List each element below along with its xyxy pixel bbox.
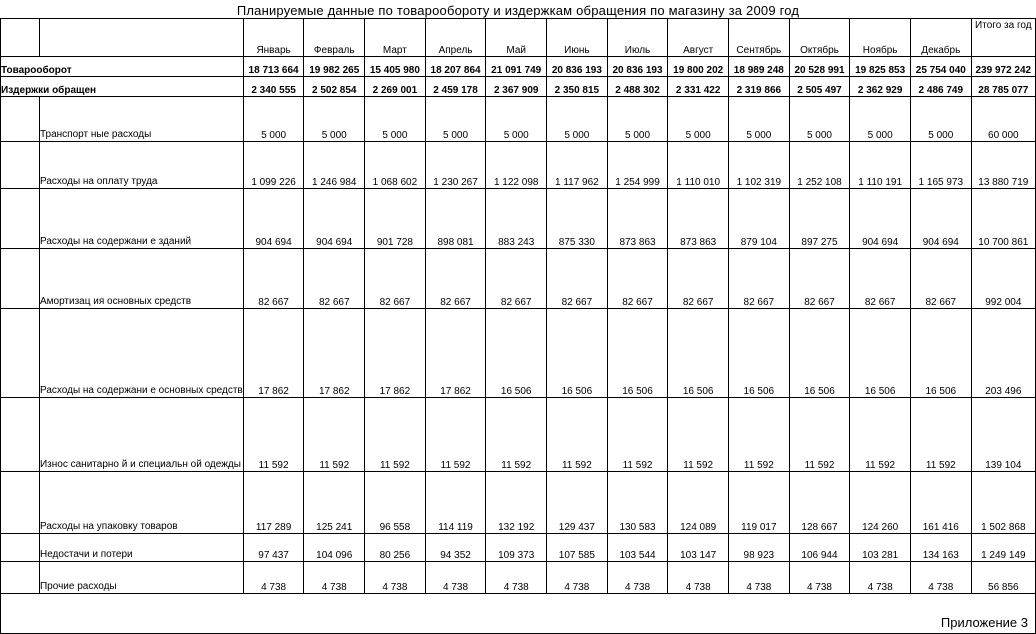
expense-row	[1, 142, 1036, 189]
month-header: Февраль	[304, 19, 365, 57]
costs-row	[1, 77, 1036, 97]
value-cell: 82 667	[304, 249, 365, 309]
value-cell: 134 163	[910, 534, 971, 562]
value-cell: 904 694	[910, 189, 971, 249]
value-cell: 60 000	[971, 97, 1035, 142]
value-cell: 11 592	[850, 398, 911, 472]
value-cell: 98 923	[729, 534, 790, 562]
value-cell: 16 506	[547, 309, 608, 398]
value-cell: 2 505 497	[789, 77, 850, 97]
value-cell: 4 738	[850, 562, 911, 594]
month-header: Март	[365, 19, 426, 57]
value-cell: 80 256	[365, 534, 426, 562]
value-cell: 17 862	[425, 309, 486, 398]
header-row	[1, 19, 1036, 57]
value-cell: 19 982 265	[304, 57, 365, 77]
value-cell: 16 506	[486, 309, 547, 398]
month-header: Июль	[607, 19, 668, 57]
value-cell: 125 241	[304, 472, 365, 534]
empty-cell	[1, 189, 40, 249]
value-cell: 56 856	[971, 562, 1035, 594]
value-cell: 4 738	[304, 562, 365, 594]
expense-row	[1, 562, 1036, 594]
value-cell: 897 275	[789, 189, 850, 249]
expense-row	[1, 398, 1036, 472]
value-cell: 124 089	[668, 472, 729, 534]
value-cell: 904 694	[304, 189, 365, 249]
value-cell: 11 592	[668, 398, 729, 472]
value-cell: 4 738	[365, 562, 426, 594]
value-cell: 4 738	[729, 562, 790, 594]
value-cell: 18 989 248	[729, 57, 790, 77]
month-header: Май	[486, 19, 547, 57]
expense-label: Расходы на содержани е основных средств	[39, 309, 243, 398]
value-cell: 883 243	[486, 189, 547, 249]
value-cell: 21 091 749	[486, 57, 547, 77]
month-header: Апрель	[425, 19, 486, 57]
value-cell: 82 667	[789, 249, 850, 309]
expense-label: Транспорт ные расходы	[39, 97, 243, 142]
value-cell: 898 081	[425, 189, 486, 249]
expense-row	[1, 189, 1036, 249]
value-cell: 873 863	[607, 189, 668, 249]
value-cell: 1 246 984	[304, 142, 365, 189]
value-cell: 5 000	[607, 97, 668, 142]
value-cell: 97 437	[243, 534, 304, 562]
value-cell: 1 165 973	[910, 142, 971, 189]
value-cell: 17 862	[365, 309, 426, 398]
value-cell: 4 738	[607, 562, 668, 594]
value-cell: 82 667	[425, 249, 486, 309]
value-cell: 28 785 077	[971, 77, 1035, 97]
value-cell: 82 667	[486, 249, 547, 309]
value-cell: 2 319 866	[729, 77, 790, 97]
blank-row	[1, 594, 1036, 634]
value-cell: 104 096	[304, 534, 365, 562]
month-header: Октябрь	[789, 19, 850, 57]
value-cell: 5 000	[243, 97, 304, 142]
value-cell: 130 583	[607, 472, 668, 534]
value-cell: 1 122 098	[486, 142, 547, 189]
value-cell: 18 207 864	[425, 57, 486, 77]
value-cell: 19 800 202	[668, 57, 729, 77]
value-cell: 904 694	[850, 189, 911, 249]
value-cell: 17 862	[304, 309, 365, 398]
value-cell: 103 544	[607, 534, 668, 562]
value-cell: 875 330	[547, 189, 608, 249]
value-cell: 2 269 001	[365, 77, 426, 97]
expense-row	[1, 249, 1036, 309]
value-cell: 203 496	[971, 309, 1035, 398]
value-cell: 2 486 749	[910, 77, 971, 97]
value-cell: 1 117 962	[547, 142, 608, 189]
value-cell: 11 592	[547, 398, 608, 472]
value-cell: 4 738	[486, 562, 547, 594]
value-cell: 1 110 191	[850, 142, 911, 189]
value-cell: 5 000	[850, 97, 911, 142]
expense-row	[1, 309, 1036, 398]
value-cell: 96 558	[365, 472, 426, 534]
value-cell: 82 667	[547, 249, 608, 309]
value-cell: 94 352	[425, 534, 486, 562]
value-cell: 239 972 242	[971, 57, 1035, 77]
value-cell: 139 104	[971, 398, 1035, 472]
value-cell: 11 592	[425, 398, 486, 472]
value-cell: 128 667	[789, 472, 850, 534]
row-label: Товарооборот	[1, 57, 244, 77]
value-cell: 1 110 010	[668, 142, 729, 189]
page-title: Планируемые данные по товарообороту и издержкам обращения по магазину за 2009 год	[236, 3, 800, 18]
expense-label: Прочие расходы	[39, 562, 243, 594]
value-cell: 16 506	[789, 309, 850, 398]
value-cell: 1 068 602	[365, 142, 426, 189]
value-cell: 82 667	[607, 249, 668, 309]
blank-cell	[1, 594, 1036, 634]
value-cell: 4 738	[425, 562, 486, 594]
value-cell: 82 667	[668, 249, 729, 309]
value-cell: 5 000	[668, 97, 729, 142]
value-cell: 992 004	[971, 249, 1035, 309]
value-cell: 2 340 555	[243, 77, 304, 97]
expense-row	[1, 534, 1036, 562]
expense-label: Расходы на упаковку товаров	[39, 472, 243, 534]
value-cell: 103 147	[668, 534, 729, 562]
value-cell: 18 713 664	[243, 57, 304, 77]
value-cell: 16 506	[729, 309, 790, 398]
empty-cell	[1, 398, 40, 472]
value-cell: 5 000	[365, 97, 426, 142]
month-header: Август	[668, 19, 729, 57]
value-cell: 11 592	[243, 398, 304, 472]
value-cell: 5 000	[304, 97, 365, 142]
value-cell: 25 754 040	[910, 57, 971, 77]
value-cell: 11 592	[486, 398, 547, 472]
value-cell: 904 694	[243, 189, 304, 249]
value-cell: 20 836 193	[547, 57, 608, 77]
expense-row	[1, 97, 1036, 142]
value-cell: 109 373	[486, 534, 547, 562]
value-cell: 117 289	[243, 472, 304, 534]
empty-cell	[1, 562, 40, 594]
value-cell: 11 592	[910, 398, 971, 472]
value-cell: 119 017	[729, 472, 790, 534]
value-cell: 82 667	[365, 249, 426, 309]
empty-cell	[1, 142, 40, 189]
value-cell: 4 738	[547, 562, 608, 594]
value-cell: 82 667	[910, 249, 971, 309]
value-cell: 2 350 815	[547, 77, 608, 97]
value-cell: 5 000	[425, 97, 486, 142]
value-cell: 2 367 909	[486, 77, 547, 97]
value-cell: 10 700 861	[971, 189, 1035, 249]
value-cell: 82 667	[729, 249, 790, 309]
value-cell: 132 192	[486, 472, 547, 534]
value-cell: 2 502 854	[304, 77, 365, 97]
value-cell: 1 102 319	[729, 142, 790, 189]
value-cell: 1 502 868	[971, 472, 1035, 534]
value-cell: 11 592	[789, 398, 850, 472]
value-cell: 1 230 267	[425, 142, 486, 189]
header-empty-cell	[1, 19, 40, 57]
value-cell: 11 592	[729, 398, 790, 472]
value-cell: 1 249 149	[971, 534, 1035, 562]
empty-cell	[1, 472, 40, 534]
value-cell: 82 667	[243, 249, 304, 309]
value-cell: 5 000	[486, 97, 547, 142]
value-cell: 161 416	[910, 472, 971, 534]
value-cell: 4 738	[910, 562, 971, 594]
month-header: Ноябрь	[850, 19, 911, 57]
value-cell: 15 405 980	[365, 57, 426, 77]
value-cell: 1 252 108	[789, 142, 850, 189]
month-header: Июнь	[547, 19, 608, 57]
empty-cell	[1, 534, 40, 562]
value-cell: 5 000	[547, 97, 608, 142]
value-cell: 20 528 991	[789, 57, 850, 77]
value-cell: 1 254 999	[607, 142, 668, 189]
value-cell: 873 863	[668, 189, 729, 249]
month-header: Сентябрь	[729, 19, 790, 57]
expense-label: Расходы на оплату труда	[39, 142, 243, 189]
value-cell: 879 104	[729, 189, 790, 249]
value-cell: 114 119	[425, 472, 486, 534]
expense-row	[1, 472, 1036, 534]
value-cell: 20 836 193	[607, 57, 668, 77]
value-cell: 5 000	[789, 97, 850, 142]
empty-cell	[1, 309, 40, 398]
empty-cell	[1, 249, 40, 309]
value-cell: 16 506	[850, 309, 911, 398]
value-cell: 2 488 302	[607, 77, 668, 97]
expense-label: Амортизац ия основных средств	[39, 249, 243, 309]
expense-label: Расходы на содержани е зданий	[39, 189, 243, 249]
value-cell: 16 506	[668, 309, 729, 398]
value-cell: 129 437	[547, 472, 608, 534]
value-cell: 103 281	[850, 534, 911, 562]
value-cell: 106 944	[789, 534, 850, 562]
value-cell: 5 000	[729, 97, 790, 142]
value-cell: 901 728	[365, 189, 426, 249]
turnover-row	[1, 57, 1036, 77]
value-cell: 16 506	[910, 309, 971, 398]
value-cell: 4 738	[668, 562, 729, 594]
value-cell: 11 592	[304, 398, 365, 472]
header-empty-cell	[39, 19, 243, 57]
expense-label: Износ санитарно й и специальн ой одежды	[39, 398, 243, 472]
value-cell: 107 585	[547, 534, 608, 562]
month-header: Декабрь	[910, 19, 971, 57]
value-cell: 13 880 719	[971, 142, 1035, 189]
value-cell: 4 738	[243, 562, 304, 594]
empty-cell	[1, 97, 40, 142]
value-cell: 5 000	[910, 97, 971, 142]
value-cell: 2 459 178	[425, 77, 486, 97]
value-cell: 17 862	[243, 309, 304, 398]
value-cell: 19 825 853	[850, 57, 911, 77]
data-table	[0, 18, 1036, 634]
value-cell: 2 331 422	[668, 77, 729, 97]
value-cell: 82 667	[850, 249, 911, 309]
value-cell: 11 592	[365, 398, 426, 472]
value-cell: 16 506	[607, 309, 668, 398]
total-header: Итого за год	[971, 19, 1035, 57]
value-cell: 11 592	[607, 398, 668, 472]
expense-label: Недостачи и потери	[39, 534, 243, 562]
value-cell: 1 099 226	[243, 142, 304, 189]
row-label: Издержки обращен	[1, 77, 244, 97]
value-cell: 4 738	[789, 562, 850, 594]
value-cell: 124 260	[850, 472, 911, 534]
value-cell: 2 362 929	[850, 77, 911, 97]
month-header: Январь	[243, 19, 304, 57]
appendix-label: Приложение 3	[940, 615, 1028, 630]
